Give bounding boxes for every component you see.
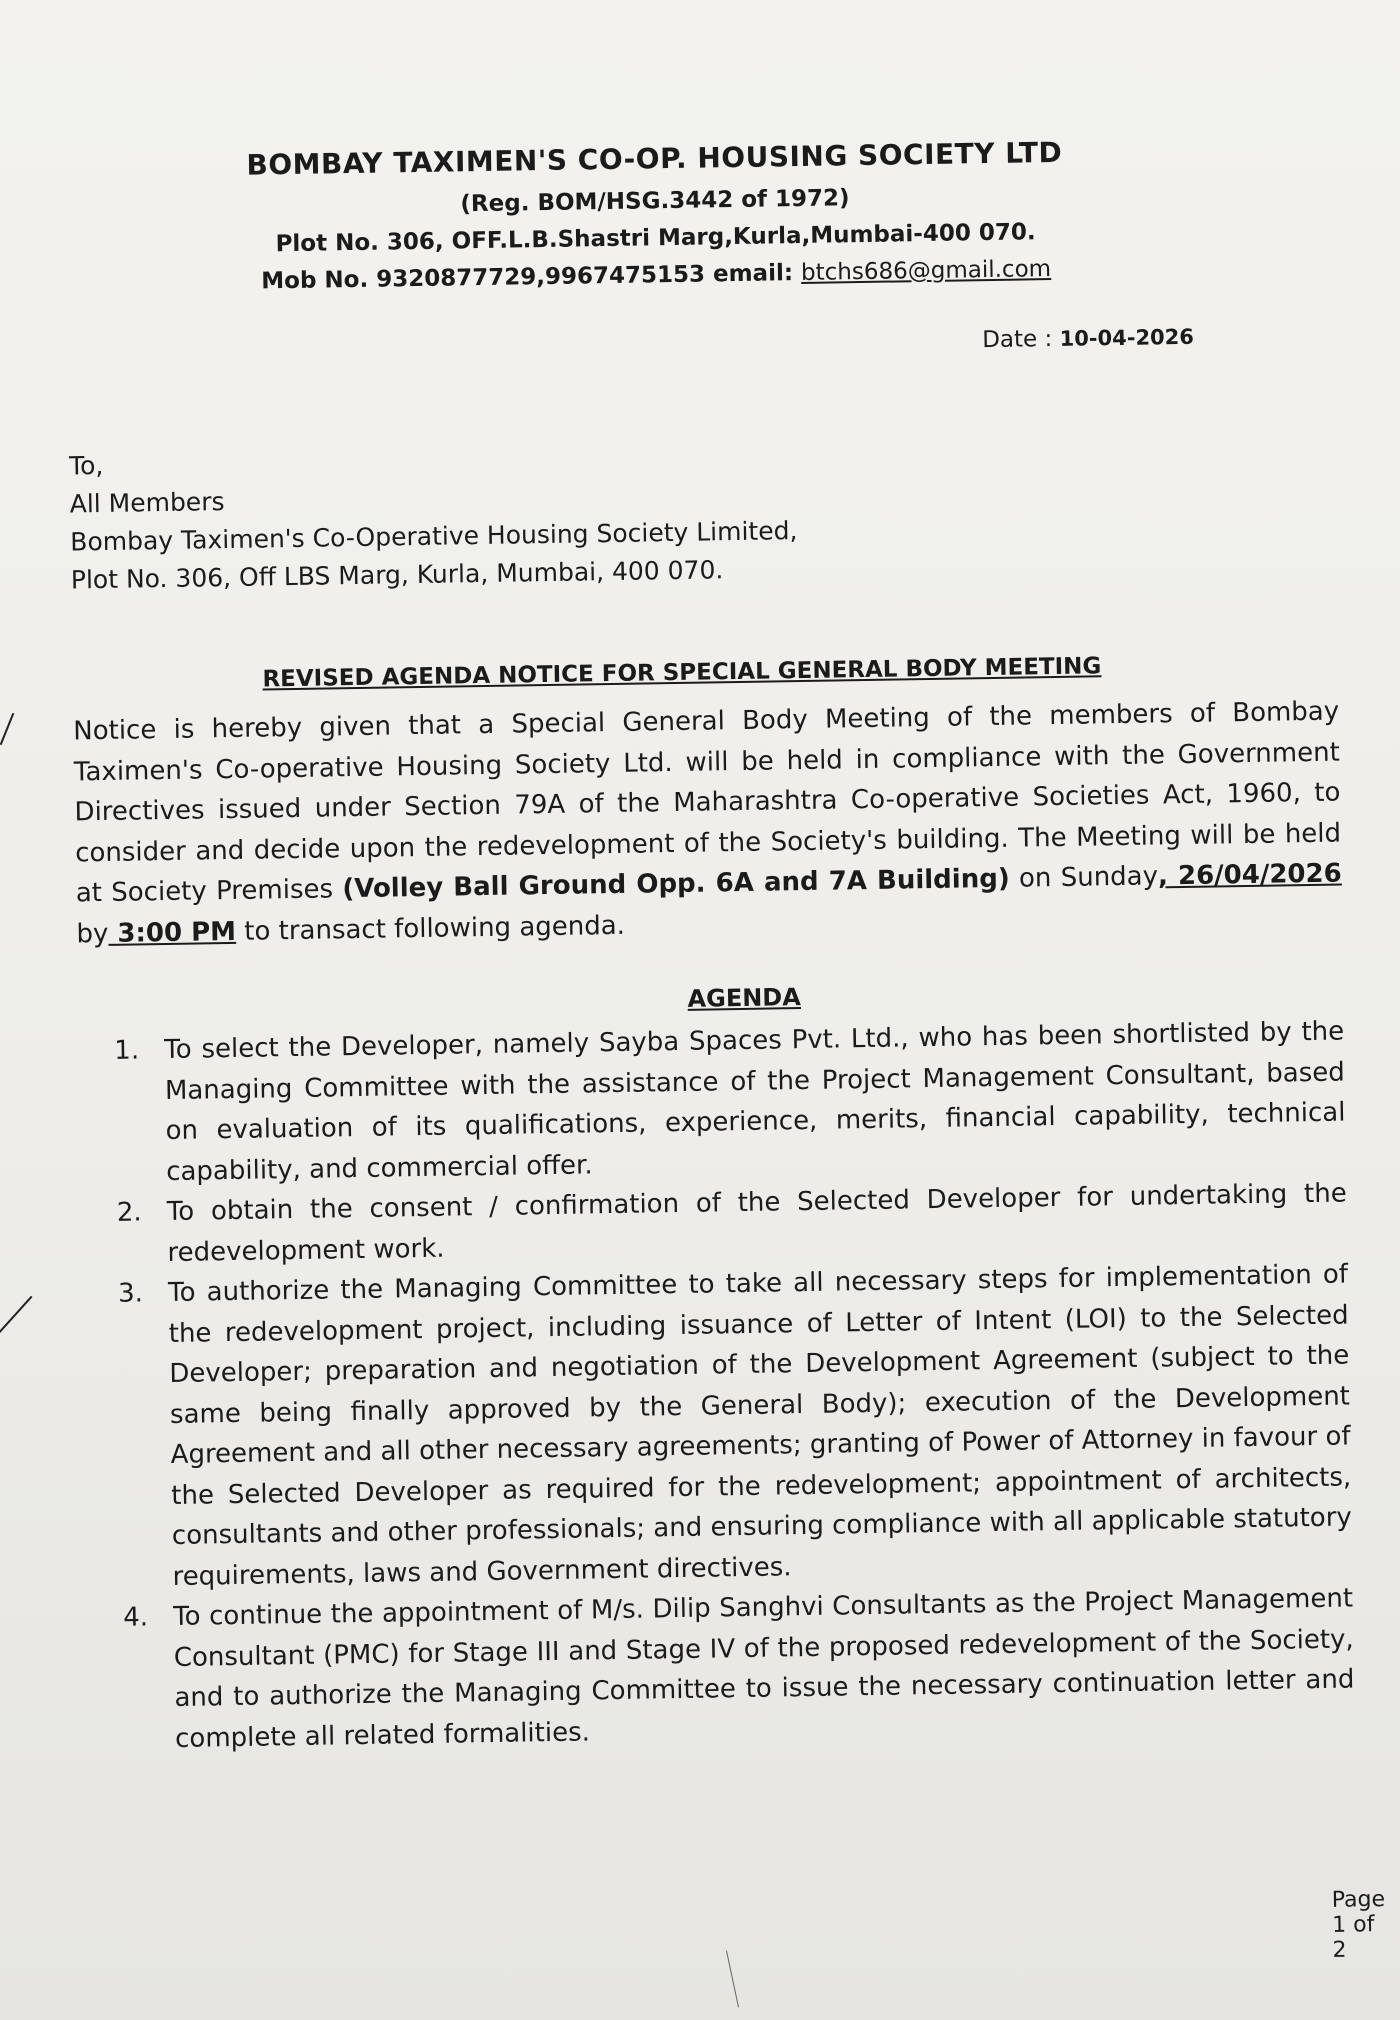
notice-body (73, 692, 1343, 955)
notice-date (982, 324, 1194, 353)
contact-numbers: Mob No. 9320877729,9967475153 email: (261, 259, 802, 295)
meeting-venue: (Volley Ball Ground Opp. 6A and 7A Building) (342, 863, 1010, 905)
agenda-item-text: To obtain the consent / confirmation of the Selected Developer for undertaking the redevelopment work. (166, 1178, 1347, 1268)
notice-text-3: by (76, 918, 109, 949)
agenda-item-number: 4. (122, 1602, 149, 1633)
recipient-to: To, (68, 450, 104, 481)
agenda-item-number: 1. (114, 1035, 140, 1066)
agenda-item-text: To authorize the Managing Committee to take all necessary steps for implementation of the redevelopment project, including issuance of Letter of Intent (LOI) to the Selected Developer; preparation and negotiation of the Development Agreement (subject to the same being finally approved by the General Body); execution of the Development Agreement and all other necessary agreements; granting of Power of Attorney in favour of the Selected Developer as required for the redevelopment; appointment of architects, consultants and other professionals; and ensuring compliance with all applicable statutory requirements, laws and Government directives. (167, 1259, 1353, 1592)
society-name: BOMBAY TAXIMEN'S CO-OP. HOUSING SOCIETY LTD (246, 135, 1063, 182)
recipient-line-1: All Members (69, 487, 225, 519)
registration-number: (Reg. BOM/HSG.3442 of 1972) (460, 185, 850, 218)
agenda-item-text: To select the Developer, namely Sayba Spaces Pvt. Ltd., who has been shortlisted by the Managing Committee with the assistance of the Project Management Consultant, based on evaluation of its qualifications, experience, merits, financial capability, technical capability, and commercial offer. (164, 1016, 1346, 1187)
agenda-item-number: 3. (117, 1278, 144, 1309)
recipient-line-2: Bombay Taximen's Co-Operative Housing Society Limited, (70, 516, 798, 557)
agenda-item (123, 1578, 1355, 1759)
meeting-date: , 26/04/2026 (1157, 858, 1342, 892)
society-address: Plot No. 306, OFF.L.B.Shastri Marg,Kurla,Mumbai-400 070. (275, 219, 1036, 258)
recipient-block (69, 436, 799, 599)
document-content (62, 0, 1386, 1963)
agenda-item (114, 1012, 1346, 1193)
notice-text-2: on Sunday (1009, 861, 1159, 894)
date-label: Date : (982, 325, 1060, 354)
meeting-time: 3:00 PM (108, 916, 237, 949)
date-value: 10-04-2026 (1059, 324, 1195, 351)
stray-pen-mark (726, 1951, 739, 2008)
margin-pen-mark (0, 713, 14, 745)
recipient-line-3: Plot No. 306, Off LBS Marg, Kurla, Mumbai, 400 070. (70, 555, 724, 595)
notice-text-1: Notice is hereby given that a Special General Body Meeting of the members of Bombay Taximen's Co-operative Housing Society Ltd. will be held in compliance with the Government Directives issued under Section 79A of the Maharashtra Co-operative Societies Act, 1960, to consider and decide upon the redevelopment of the Society's building. The Meeting will be held at Society Premises (73, 696, 1342, 909)
agenda-list (114, 1012, 1355, 1760)
agenda-item-text: To continue the appointment of M/s. Dilip Sanghvi Consultants as the Project Management Consultant (PMC) for Stage III and Stage IV of the proposed redevelopment of the Society, and to authorize the Managing Committee to issue the necessary continuation letter and complete all related formalities. (172, 1583, 1355, 1754)
margin-pen-mark (0, 1296, 32, 1334)
notice-title: REVISED AGENDA NOTICE FOR SPECIAL GENERAL BODY MEETING (262, 653, 1102, 693)
letterhead (64, 132, 1336, 304)
agenda-item (118, 1254, 1353, 1597)
email-link[interactable]: btchs686@gmail.com (800, 256, 1052, 286)
notice-text-4: to transact following agenda. (235, 910, 626, 947)
agenda-item-number: 2. (116, 1197, 142, 1228)
page-number: Page 1 of 2 (1331, 1886, 1386, 1963)
agenda-heading: AGENDA (687, 983, 802, 1013)
